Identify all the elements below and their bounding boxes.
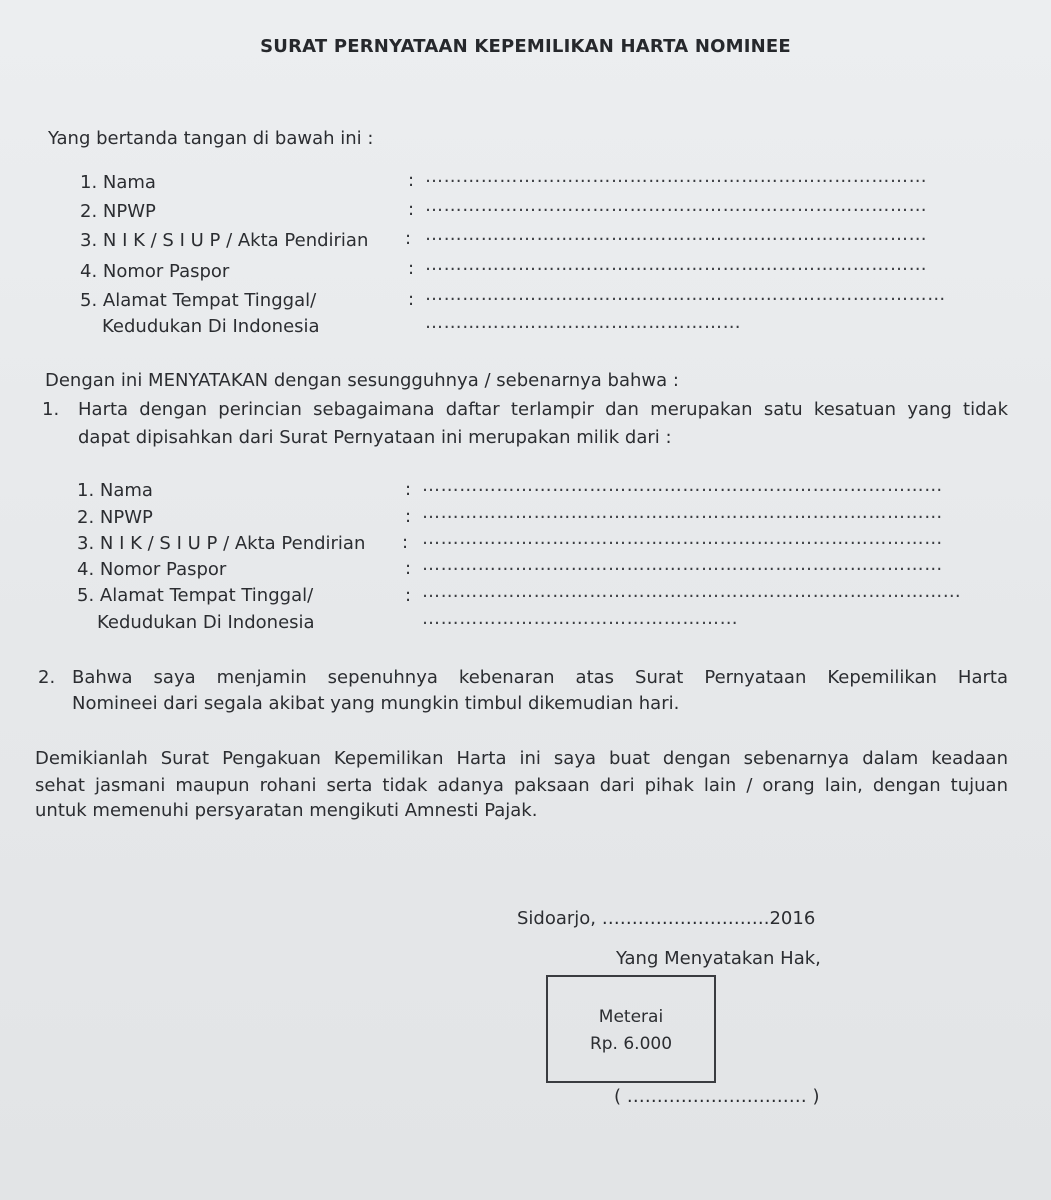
field-colon: : <box>405 585 412 606</box>
stamp-amount: Rp. 6.000 <box>589 1034 673 1054</box>
field-dots: ……………………………………………………………………… <box>425 166 928 187</box>
field-label: 1. Nama <box>77 480 153 501</box>
field-colon: : <box>405 479 412 500</box>
field-colon: : <box>408 199 415 220</box>
field-label: 5. Alamat Tempat Tinggal/ <box>77 585 314 606</box>
point-text-line: Bahwa saya menjamin sepenuhnya kebenaran atas Surat Pernyataan Kepemilikan Harta <box>72 667 1008 688</box>
field-label: 2. NPWP <box>80 201 156 222</box>
field-label: 3. N I K / S I U P / Akta Pendirian <box>80 230 369 251</box>
field-label: 2. NPWP <box>77 507 153 528</box>
field-label: 3. N I K / S I U P / Akta Pendirian <box>77 533 366 554</box>
field-colon: : <box>408 289 415 310</box>
field-label: 4. Nomor Paspor <box>77 559 227 580</box>
field-dots: ……………………………………………………………………… <box>425 195 928 216</box>
point-number: 1. <box>42 399 60 420</box>
place-date: Sidoarjo, ……………………….2016 <box>517 908 816 929</box>
field-label: 5. Alamat Tempat Tinggal/ <box>80 290 317 311</box>
field-colon: : <box>405 506 412 527</box>
field-dots: ……………………………………………………………………… <box>425 224 928 245</box>
closing-line: sehat jasmani maupun rohani serta tidak adanya paksaan dari pihak lain / orang lain, dengan tujuan <box>35 775 1008 796</box>
field-label: Kedudukan Di Indonesia <box>102 316 320 337</box>
stamp-label: Meterai <box>598 1007 664 1027</box>
field-label: Kedudukan Di Indonesia <box>97 612 315 633</box>
meterai-stamp-box <box>546 975 716 1083</box>
declaration-text: Dengan ini MENYATAKAN dengan sesungguhnya / sebenarnya bahwa : <box>45 370 679 391</box>
field-label: 4. Nomor Paspor <box>80 261 230 282</box>
signatory-role: Yang Menyatakan Hak, <box>616 948 821 969</box>
point-text-line: dapat dipisahkan dari Surat Pernyataan ini merupakan milik dari : <box>78 427 672 448</box>
field-colon: : <box>405 228 412 249</box>
field-dots: …………………………………………………………………………… <box>422 581 962 602</box>
field-colon: : <box>402 532 409 553</box>
closing-line: Demikianlah Surat Pengakuan Kepemilikan Harta ini saya buat dengan sebenarnya dalam keadaan <box>35 748 1008 769</box>
field-colon: : <box>408 170 415 191</box>
field-dots: ………………………………………………………………………… <box>425 284 946 305</box>
field-dots: …………………………………………… <box>425 312 742 333</box>
document-title: SURAT PERNYATAAN KEPEMILIKAN HARTA NOMINEE <box>260 36 791 57</box>
field-colon: : <box>408 258 415 279</box>
field-label: 1. Nama <box>80 172 156 193</box>
intro-text: Yang bertanda tangan di bawah ini : <box>48 128 374 149</box>
field-dots: ………………………………………………………………………… <box>422 475 943 496</box>
field-dots: ………………………………………………………………………… <box>422 502 943 523</box>
signatory-name-placeholder: ( ………………………… ) <box>614 1086 820 1107</box>
field-dots: …………………………………………… <box>422 608 739 629</box>
field-dots: ………………………………………………………………………… <box>422 528 943 549</box>
field-dots: ……………………………………………………………………… <box>425 254 928 275</box>
field-colon: : <box>405 558 412 579</box>
point-text-line: Nomineei dari segala akibat yang mungkin timbul dikemudian hari. <box>72 693 680 714</box>
point-number: 2. <box>38 667 56 688</box>
point-text-line: Harta dengan perincian sebagaimana daftar terlampir dan merupakan satu kesatuan yang tidak <box>78 399 1008 420</box>
closing-line: untuk memenuhi persyaratan mengikuti Amnesti Pajak. <box>35 800 538 821</box>
field-dots: ………………………………………………………………………… <box>422 554 943 575</box>
